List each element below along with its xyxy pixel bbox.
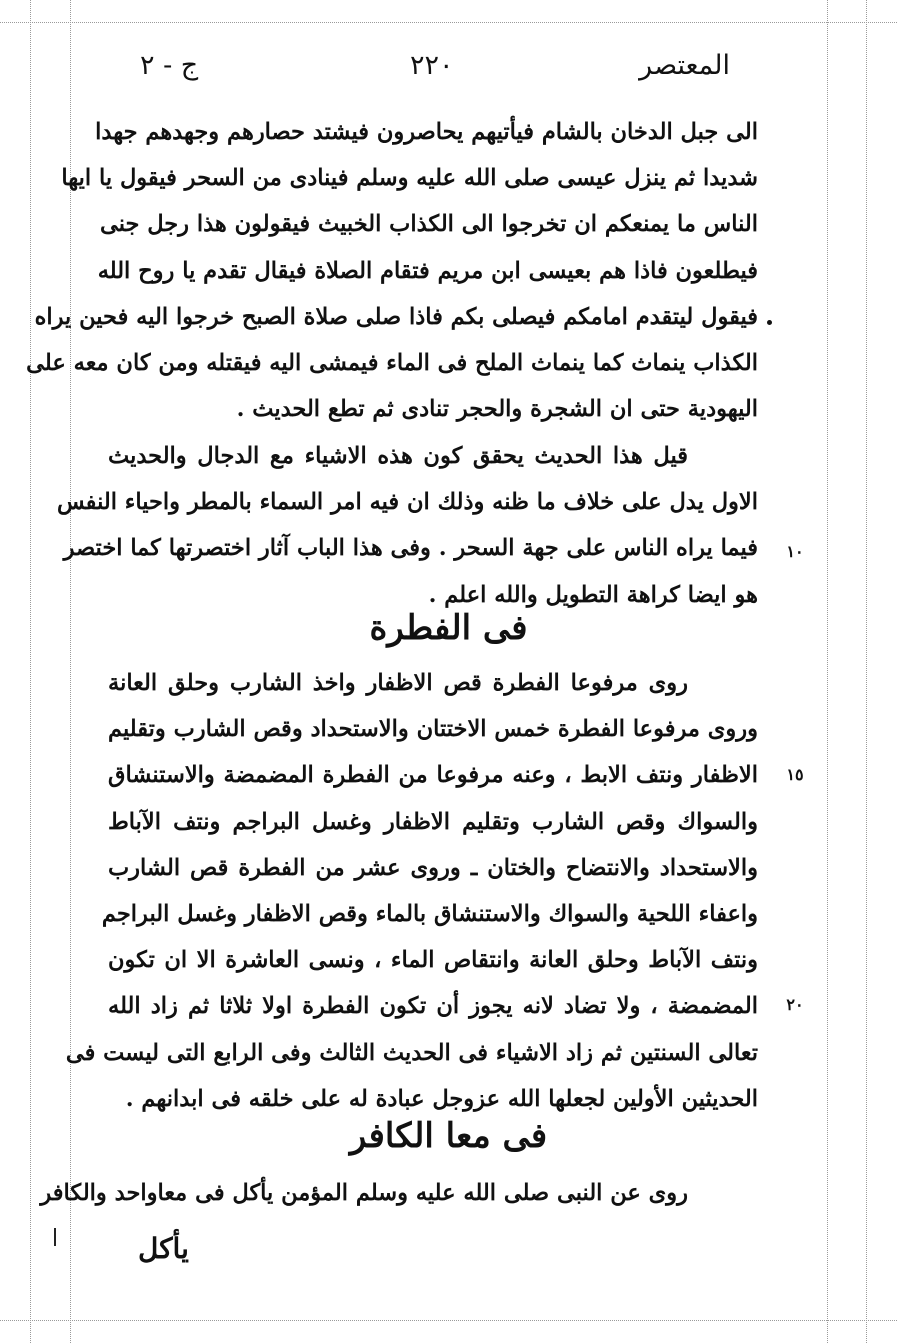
book-title: المعتصر [639, 50, 730, 81]
section-3-text [40, 1170, 758, 1216]
text-line: الناس ما يمنعكم ان تخرجوا الى الكذاب الخبيث فيقولون هذا رجل جنى [99, 211, 758, 238]
catchword: يأكل [138, 1232, 189, 1265]
section-1-text [26, 109, 758, 432]
bullet-mark [767, 320, 772, 325]
text-line: روى عن النبى صلى الله عليه وسلم المؤمن يأكل فى معاواحد والكافر [40, 1180, 688, 1206]
text-line: قيل هذا الحديث يحقق كون هذه الاشياء مع الدجال والحديث [108, 443, 688, 469]
text-line: الاول يدل على خلاف ما ظنه وذلك ان فيه امر السماء بالمطر واحياء النفس [57, 489, 758, 516]
page-number: ٢٢٠ [410, 50, 454, 81]
text-line: تعالى السنتين ثم زاد الاشياء فى الحديث الثالث وفى الرابع التى ليست فى [65, 1039, 758, 1066]
text-line: وروى مرفوعا الفطرة خمس الاختتان والاستحداد وقص الشارب وتقليم [108, 716, 758, 743]
text-line: شديدا ثم ينزل عيسى صلى الله عليه وسلم فينادى من السحر فيقول يا ايها [61, 165, 758, 192]
volume-number: ج - ٢ [140, 50, 199, 81]
text-line: والسواك وقص الشارب وتقليم الاظفار وغسل البراجم ونتف الآباط [108, 808, 758, 835]
text-line: روى مرفوعا الفطرة قص الاظفار واخذ الشارب وحلق العانة [108, 670, 688, 696]
text-line: الحديثين الأولين لجعلها الله عزوجل عبادة له على خلقه فى ابدانهم . [125, 1085, 758, 1112]
scan-guide-line [0, 1320, 897, 1321]
section-2-text [65, 660, 758, 1122]
section-1-paragraph-2 [57, 433, 758, 618]
scan-guide-line [0, 22, 897, 23]
scan-mark [54, 1228, 56, 1246]
section-heading-kafir: فى معا الكافر [349, 1116, 548, 1156]
text-line: فيطلعون فاذا هم بعيسى ابن مريم فتقام الصلاة فيقال تقدم يا روح الله [97, 257, 758, 284]
page-header [130, 50, 730, 100]
margin-line-number: ٢٠ [786, 995, 804, 1014]
text-line: الاظفار ونتف الابط ، وعنه مرفوعا من الفطرة المضمضة والاستنشاق [108, 762, 758, 789]
text-line: والاستحداد والانتضاح والختان ـ وروى عشر من الفطرة قص الشارب [108, 854, 758, 881]
text-line: فيما يراه الناس على جهة السحر . وفى هذا الباب آثار اختصرتها كما اختصر [63, 535, 758, 562]
text-line: فيقول ليتقدم امامكم فيصلى بكم فاذا صلى صلاة الصبح خرجوا اليه فحين يراه [34, 303, 758, 330]
text-line: اليهودية حتى ان الشجرة والحجر تنادى ثم تطع الحديث . [236, 396, 758, 423]
section-heading-fitra: فى الفطرة [369, 608, 528, 648]
text-line: الكذاب ينماث كما ينماث الملح فى الماء فيمشى اليه فيقتله ومن كان معه على [26, 349, 758, 376]
margin-line-number: ١٠ [786, 542, 804, 561]
text-line: الى جبل الدخان بالشام فيأتيهم يحاصرون فيشتد حصارهم وجهدهم جهدا [95, 119, 758, 145]
text-line: ونتف الآباط وحلق العانة وانتقاص الماء ، ونسى العاشرة الا ان تكون [108, 947, 758, 974]
text-line: هو ايضا كراهة التطويل والله اعلم . [428, 581, 758, 608]
text-line: المضمضة ، ولا تضاد لانه يجوز أن تكون الفطرة اولا ثلاثا ثم زاد الله [108, 993, 758, 1020]
margin-line-number: ١٥ [786, 765, 804, 784]
text-line: واعفاء اللحية والسواك والاستنشاق بالماء وقص الاظفار وغسل البراجم [101, 900, 758, 927]
